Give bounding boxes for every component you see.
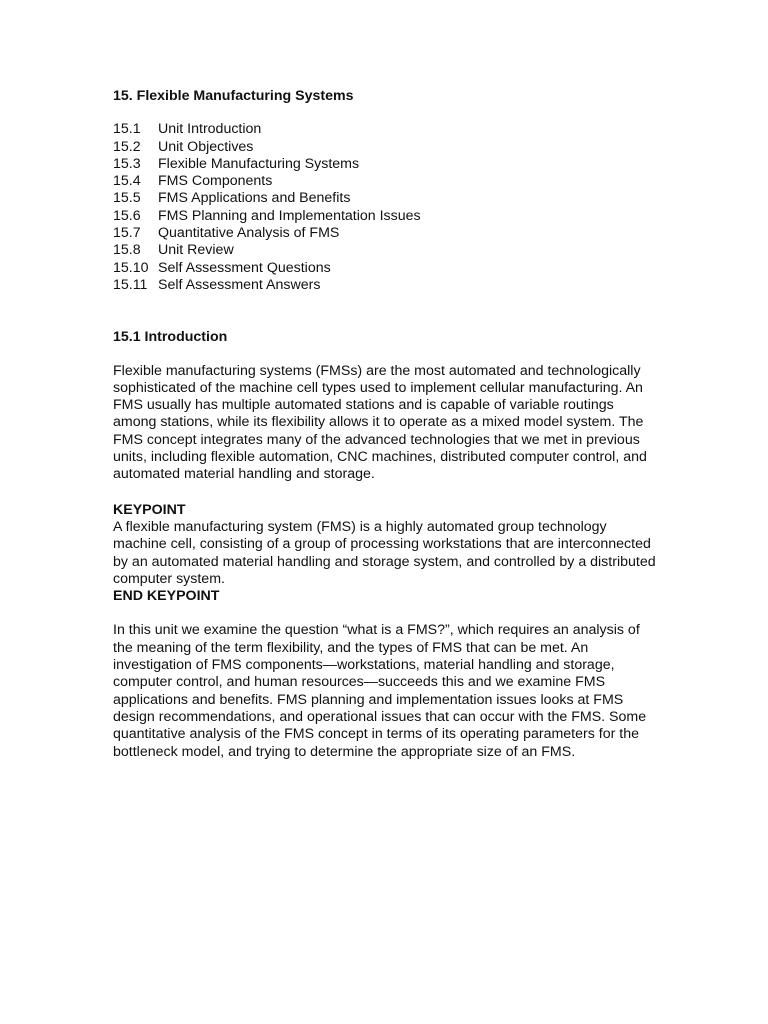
toc-number: 15.4 [113, 173, 141, 190]
toc-number: 15.7 [113, 225, 141, 242]
toc-item [113, 121, 658, 138]
keypoint-label: KEYPOINT [113, 501, 186, 518]
keypoint-end-label: END KEYPOINT [113, 588, 220, 605]
toc-number: 15.3 [113, 155, 141, 172]
toc-label: FMS Components [158, 173, 273, 190]
toc-item [113, 139, 658, 156]
toc-number: 15.10 [113, 259, 149, 276]
toc-number: 15.6 [113, 207, 141, 224]
table-of-contents [113, 121, 658, 294]
intro-paragraph: Flexible manufacturing systems (FMSs) are the most automated and technologically sophisticated of the machine cell types used to implement cellular manufacturing. An FMS usually has multiple automated stations and is capable of variable routings among stations, while its flexibility allows it to operate as a mixed model system. The FMS concept integrates many of the advanced technologies that we met in previous units, including flexible automation, CNC machines, distributed computer control, and automated material handling and storage. [113, 362, 647, 483]
toc-item [113, 260, 658, 277]
toc-label: FMS Planning and Implementation Issues [158, 207, 421, 224]
toc-label: Self Assessment Answers [158, 276, 321, 293]
toc-label: Flexible Manufacturing Systems [158, 155, 360, 172]
toc-item [113, 173, 658, 190]
toc-item [113, 156, 658, 173]
keypoint-text: A flexible manufacturing system (FMS) is a highly automated group technology machine cell, consisting of a group of processing workstations that are interconnected by an automated material handling and storage system, and controlled by a distributed computer system. [113, 518, 656, 587]
toc-number: 15.5 [113, 190, 141, 207]
toc-item [113, 277, 658, 294]
toc-number: 15.2 [113, 138, 141, 155]
toc-label: Quantitative Analysis of FMS [158, 225, 340, 242]
toc-item [113, 208, 658, 225]
overview-paragraph: In this unit we examine the question “what is a FMS?”, which requires an analysis of the meaning of the term flexibility, and the types of FMS that can be met. An investigation of FMS components—workstations, material handling and storage, computer control, and human resources—succeeds this and we examine FMS applications and benefits. FMS planning and implementation issues looks at FMS design recommendations, and operational issues that can occur with the FMS. Some quantitative analysis of the FMS concept in terms of its operating parameters for the bottleneck model, and trying to determine the appropriate size of an FMS. [113, 622, 647, 760]
toc-item [113, 190, 658, 207]
toc-label: Unit Review [158, 242, 234, 259]
toc-number: 15.1 [113, 121, 141, 138]
section-heading: 15.1 Introduction [113, 329, 228, 346]
toc-item [113, 225, 658, 242]
toc-number: 15.8 [113, 242, 141, 259]
toc-label: Self Assessment Questions [158, 259, 331, 276]
document-title: 15. Flexible Manufacturing Systems [113, 88, 354, 104]
toc-label: Unit Objectives [158, 138, 254, 155]
document-page [113, 88, 658, 761]
toc-number: 15.11 [113, 276, 148, 293]
toc-label: FMS Applications and Benefits [158, 190, 351, 207]
toc-label: Unit Introduction [158, 121, 262, 138]
toc-item [113, 242, 658, 259]
